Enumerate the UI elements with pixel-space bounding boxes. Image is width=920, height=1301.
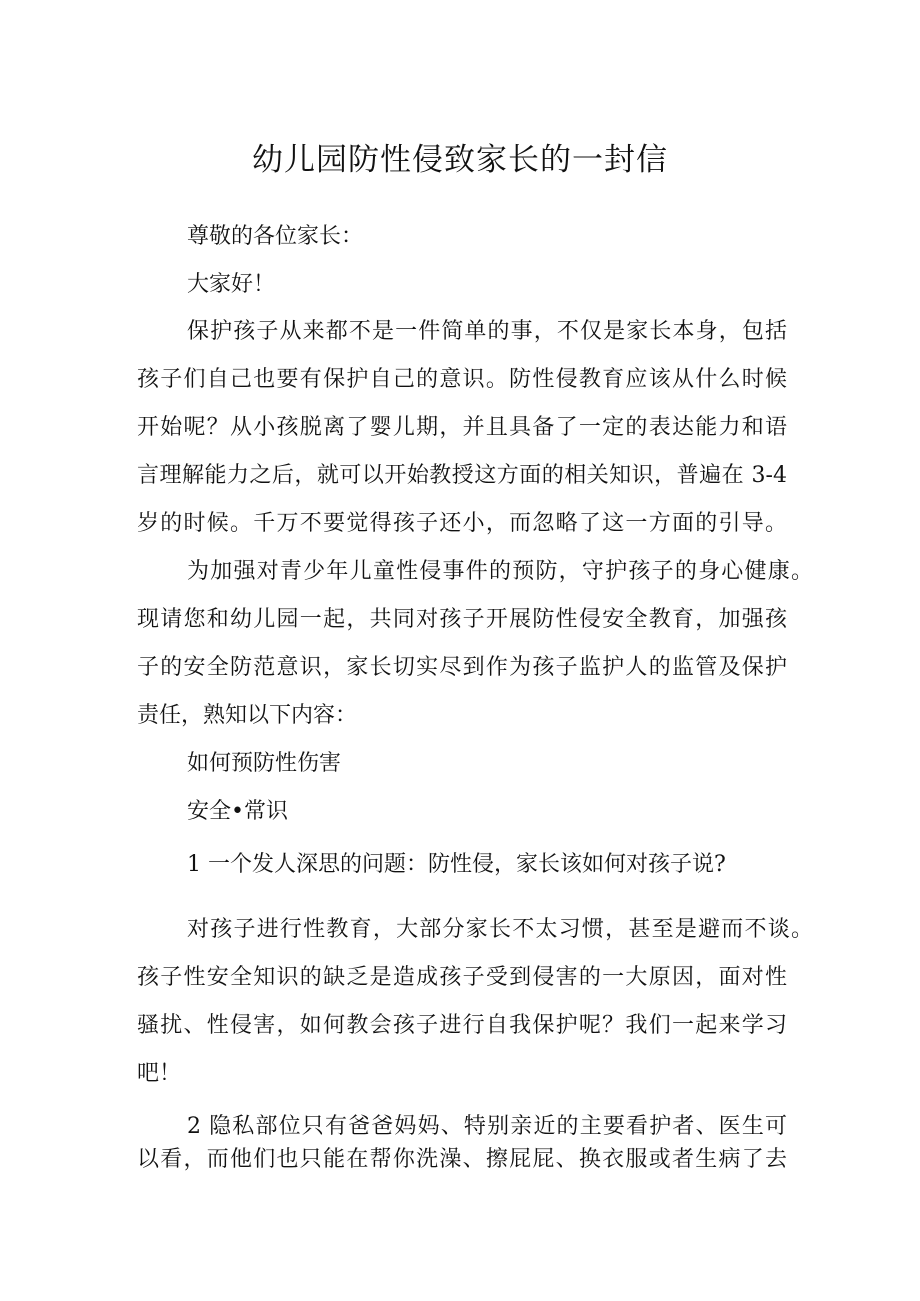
paragraph-1-line: 开始呢？从小孩脱离了婴儿期，并且具备了一定的表达能力和语 xyxy=(137,415,787,440)
paragraph-3-line: 吧！ xyxy=(137,1061,182,1086)
paragraph-2-line: 子的安全防范意识，家长切实尽到作为孩子监护人的监管及保护 xyxy=(137,655,787,680)
paragraph-3-line: 孩子性安全知识的缺乏是造成孩子受到侵害的一大原因，面对性 xyxy=(137,965,787,990)
salutation: 尊敬的各位家长： xyxy=(187,224,364,249)
paragraph-1-line: 言理解能力之后，就可以开始教授这方面的相关知识，普遍在 3-4 xyxy=(137,463,787,488)
item-1-question: 1 一个发人深思的问题：防性侵，家长该如何对孩子说? xyxy=(187,852,726,877)
paragraph-1-line: 保护孩子从来都不是一件简单的事，不仅是家长本身，包括 xyxy=(187,319,787,344)
greeting: 大家好！ xyxy=(187,272,276,297)
paragraph-4-line: 2 隐私部位只有爸爸妈妈、特别亲近的主要看护者、医生可 xyxy=(187,1114,787,1139)
document-title: 幼儿园防性侵致家长的一封信 xyxy=(252,142,668,178)
paragraph-4-line: 以看，而他们也只能在帮你洗澡、擦屁屁、换衣服或者生病了去 xyxy=(137,1147,787,1172)
paragraph-1-line: 孩子们自己也要有保护自己的意识。防性侵教育应该从什么时候 xyxy=(137,367,787,392)
paragraph-3-line: 对孩子进行性教育，大部分家长不太习惯，甚至是避而不谈。 xyxy=(187,917,813,942)
paragraph-3-line: 骚扰、性侵害，如何教会孩子进行自我保护呢？我们一起来学习 xyxy=(137,1013,787,1038)
paragraph-1-line: 岁的时候。千万不要觉得孩子还小，而忽略了这一方面的引导。 xyxy=(137,511,787,536)
paragraph-2-line: 现请您和幼儿园一起，共同对孩子开展防性侵安全教育，加强孩 xyxy=(137,607,787,632)
section-heading-prevention: 如何预防性伤害 xyxy=(187,751,342,776)
section-heading-safety: 安全•常识 xyxy=(187,799,288,824)
paragraph-2-line: 为加强对青少年儿童性侵事件的预防，守护孩子的身心健康。 xyxy=(187,559,813,584)
paragraph-2-line: 责任，熟知以下内容： xyxy=(137,703,358,728)
